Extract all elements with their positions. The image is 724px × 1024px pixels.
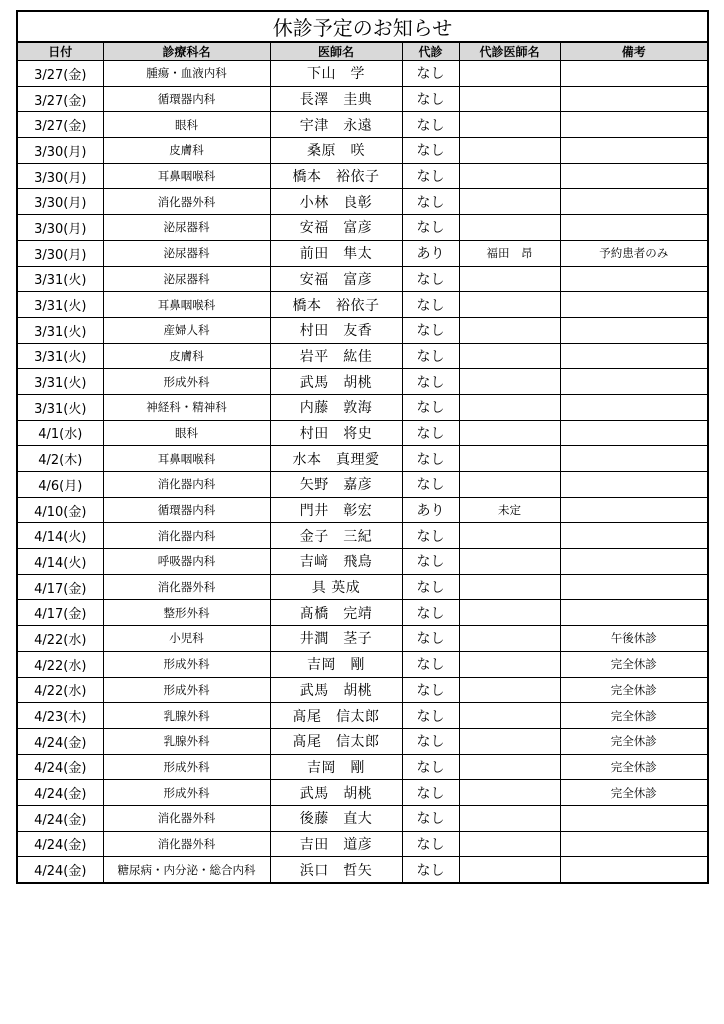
cell-substitute: あり (402, 240, 459, 266)
table-row (17, 292, 708, 318)
cell-date: 4/2(木) (17, 446, 103, 472)
column-header-substitute-doctor: 代診医師名 (459, 42, 560, 61)
cell-substitute: なし (402, 600, 459, 626)
cell-doctor: 村田 友香 (270, 317, 402, 343)
cell-doctor: 武馬 胡桃 (270, 677, 402, 703)
table-row (17, 317, 708, 343)
table-row (17, 266, 708, 292)
table-row (17, 112, 708, 138)
cell-date: 4/24(金) (17, 780, 103, 806)
cell-date: 3/31(火) (17, 343, 103, 369)
cell-substitute: なし (402, 343, 459, 369)
cell-department: 耳鼻咽喉科 (103, 163, 270, 189)
cell-department: 泌尿器科 (103, 240, 270, 266)
cell-doctor: 矢野 嘉彦 (270, 472, 402, 498)
cell-note (560, 163, 708, 189)
table-row (17, 446, 708, 472)
table-row (17, 215, 708, 241)
cell-department: 乳腺外科 (103, 728, 270, 754)
cell-substitute-doctor (459, 343, 560, 369)
cell-substitute: なし (402, 472, 459, 498)
cell-date: 3/31(火) (17, 394, 103, 420)
title-row (17, 11, 708, 42)
table-row (17, 369, 708, 395)
cell-department: 整形外科 (103, 600, 270, 626)
cell-substitute-doctor: 福田 昂 (459, 240, 560, 266)
cell-department: 消化器内科 (103, 472, 270, 498)
cell-date: 3/30(月) (17, 215, 103, 241)
table-row (17, 626, 708, 652)
cell-department: 形成外科 (103, 677, 270, 703)
cell-substitute: なし (402, 703, 459, 729)
cell-substitute-doctor (459, 600, 560, 626)
cell-substitute: なし (402, 163, 459, 189)
cell-department: 神経科・精神科 (103, 394, 270, 420)
cell-department: 泌尿器科 (103, 266, 270, 292)
cell-date: 3/27(金) (17, 61, 103, 87)
column-header-date: 日付 (17, 42, 103, 61)
header-row (17, 42, 708, 61)
column-header-notes: 備考 (560, 42, 708, 61)
cell-substitute-doctor (459, 420, 560, 446)
table-row (17, 857, 708, 883)
cell-substitute: なし (402, 215, 459, 241)
cell-department: 眼科 (103, 112, 270, 138)
cell-date: 4/23(木) (17, 703, 103, 729)
cell-doctor: 宇津 永遠 (270, 112, 402, 138)
cell-note (560, 831, 708, 857)
cell-substitute: なし (402, 831, 459, 857)
table-row (17, 394, 708, 420)
cell-doctor: 髙尾 信太郎 (270, 703, 402, 729)
cell-substitute: なし (402, 857, 459, 883)
cell-date: 4/24(金) (17, 754, 103, 780)
table-row (17, 728, 708, 754)
cell-department: 泌尿器科 (103, 215, 270, 241)
closure-notice-sheet (16, 10, 707, 884)
cell-note: 完全休診 (560, 703, 708, 729)
cell-department: 消化器内科 (103, 523, 270, 549)
table-row (17, 523, 708, 549)
cell-date: 4/24(金) (17, 728, 103, 754)
cell-substitute: なし (402, 369, 459, 395)
cell-substitute-doctor (459, 651, 560, 677)
cell-doctor: 髙橋 完靖 (270, 600, 402, 626)
cell-date: 4/24(金) (17, 805, 103, 831)
cell-note (560, 394, 708, 420)
cell-date: 3/31(火) (17, 292, 103, 318)
cell-department: 皮膚科 (103, 343, 270, 369)
cell-substitute-doctor (459, 728, 560, 754)
cell-date: 3/30(月) (17, 189, 103, 215)
cell-note: 完全休診 (560, 651, 708, 677)
cell-doctor: 内藤 敦海 (270, 394, 402, 420)
cell-date: 4/14(火) (17, 549, 103, 575)
cell-substitute-doctor (459, 292, 560, 318)
table-row (17, 600, 708, 626)
cell-substitute: なし (402, 805, 459, 831)
cell-department: 形成外科 (103, 651, 270, 677)
cell-doctor: 吉田 道彦 (270, 831, 402, 857)
cell-date: 4/14(火) (17, 523, 103, 549)
cell-substitute: なし (402, 86, 459, 112)
table-row (17, 61, 708, 87)
cell-substitute: なし (402, 626, 459, 652)
cell-substitute: なし (402, 394, 459, 420)
cell-note (560, 266, 708, 292)
cell-department: 消化器外科 (103, 805, 270, 831)
cell-doctor: 長澤 圭典 (270, 86, 402, 112)
table-row (17, 574, 708, 600)
cell-department: 耳鼻咽喉科 (103, 292, 270, 318)
cell-substitute-doctor (459, 61, 560, 87)
cell-department: 形成外科 (103, 780, 270, 806)
table-row (17, 703, 708, 729)
cell-note: 完全休診 (560, 677, 708, 703)
cell-substitute: なし (402, 292, 459, 318)
cell-department: 形成外科 (103, 369, 270, 395)
closure-schedule-table (16, 10, 709, 884)
cell-substitute-doctor (459, 112, 560, 138)
cell-substitute: なし (402, 266, 459, 292)
table-row (17, 472, 708, 498)
table-row (17, 240, 708, 266)
cell-substitute: なし (402, 728, 459, 754)
cell-department: 乳腺外科 (103, 703, 270, 729)
cell-substitute: なし (402, 549, 459, 575)
cell-department: 眼科 (103, 420, 270, 446)
cell-department: 消化器外科 (103, 189, 270, 215)
cell-doctor: 武馬 胡桃 (270, 780, 402, 806)
cell-substitute-doctor (459, 446, 560, 472)
table-row (17, 420, 708, 446)
cell-substitute: なし (402, 446, 459, 472)
cell-doctor: 井澗 茎子 (270, 626, 402, 652)
cell-doctor: 水本 真理愛 (270, 446, 402, 472)
cell-substitute-doctor (459, 857, 560, 883)
cell-department: 小児科 (103, 626, 270, 652)
cell-note (560, 497, 708, 523)
cell-note (560, 215, 708, 241)
cell-note (560, 600, 708, 626)
cell-substitute: なし (402, 61, 459, 87)
cell-note (560, 343, 708, 369)
cell-substitute: なし (402, 523, 459, 549)
cell-note (560, 86, 708, 112)
cell-note (560, 472, 708, 498)
cell-note (560, 446, 708, 472)
table-row (17, 138, 708, 164)
cell-doctor: 岩平 紘佳 (270, 343, 402, 369)
cell-date: 4/17(金) (17, 574, 103, 600)
cell-department: 形成外科 (103, 754, 270, 780)
cell-substitute-doctor (459, 138, 560, 164)
cell-note (560, 317, 708, 343)
cell-substitute: なし (402, 780, 459, 806)
cell-date: 4/10(金) (17, 497, 103, 523)
cell-doctor: 橋本 裕依子 (270, 292, 402, 318)
cell-doctor: 吉岡 剛 (270, 754, 402, 780)
cell-doctor: 前田 隼太 (270, 240, 402, 266)
cell-substitute-doctor (459, 86, 560, 112)
cell-date: 4/24(金) (17, 857, 103, 883)
cell-substitute-doctor (459, 831, 560, 857)
table-row (17, 189, 708, 215)
table-row (17, 497, 708, 523)
cell-note (560, 574, 708, 600)
cell-substitute-doctor (459, 215, 560, 241)
cell-substitute-doctor (459, 703, 560, 729)
cell-date: 3/27(金) (17, 86, 103, 112)
cell-date: 4/6(月) (17, 472, 103, 498)
cell-department: 消化器外科 (103, 574, 270, 600)
cell-doctor: 髙尾 信太郎 (270, 728, 402, 754)
cell-doctor: 下山 学 (270, 61, 402, 87)
cell-date: 4/22(水) (17, 626, 103, 652)
table-row (17, 831, 708, 857)
cell-note (560, 61, 708, 87)
cell-date: 3/31(火) (17, 317, 103, 343)
table-row (17, 163, 708, 189)
cell-department: 皮膚科 (103, 138, 270, 164)
table-row (17, 805, 708, 831)
cell-department: 耳鼻咽喉科 (103, 446, 270, 472)
cell-date: 4/22(水) (17, 651, 103, 677)
cell-date: 3/31(火) (17, 266, 103, 292)
cell-doctor: 具 英成 (270, 574, 402, 600)
table-row (17, 754, 708, 780)
cell-note (560, 369, 708, 395)
cell-doctor: 金子 三紀 (270, 523, 402, 549)
cell-substitute: あり (402, 497, 459, 523)
cell-substitute-doctor (459, 163, 560, 189)
cell-department: 呼吸器内科 (103, 549, 270, 575)
cell-doctor: 吉﨑 飛鳥 (270, 549, 402, 575)
cell-substitute-doctor (459, 574, 560, 600)
cell-date: 3/30(月) (17, 138, 103, 164)
cell-doctor: 浜口 哲矢 (270, 857, 402, 883)
table-row (17, 651, 708, 677)
cell-department: 糖尿病・内分泌・総合内科 (103, 857, 270, 883)
cell-substitute-doctor (459, 780, 560, 806)
cell-date: 4/17(金) (17, 600, 103, 626)
column-header-department: 診療科名 (103, 42, 270, 61)
table-row (17, 780, 708, 806)
cell-substitute: なし (402, 189, 459, 215)
cell-substitute-doctor (459, 549, 560, 575)
cell-date: 4/1(水) (17, 420, 103, 446)
cell-substitute-doctor (459, 754, 560, 780)
table-body (17, 61, 708, 884)
cell-note: 完全休診 (560, 754, 708, 780)
cell-note: 予約患者のみ (560, 240, 708, 266)
cell-note (560, 857, 708, 883)
column-header-doctor: 医師名 (270, 42, 402, 61)
cell-doctor: 吉岡 剛 (270, 651, 402, 677)
cell-substitute-doctor (459, 805, 560, 831)
cell-date: 3/31(火) (17, 369, 103, 395)
cell-doctor: 武馬 胡桃 (270, 369, 402, 395)
cell-note (560, 292, 708, 318)
cell-department: 消化器外科 (103, 831, 270, 857)
cell-doctor: 桑原 咲 (270, 138, 402, 164)
cell-substitute: なし (402, 420, 459, 446)
cell-date: 4/24(金) (17, 831, 103, 857)
cell-department: 産婦人科 (103, 317, 270, 343)
cell-department: 腫瘍・血液内科 (103, 61, 270, 87)
cell-note (560, 549, 708, 575)
cell-substitute: なし (402, 677, 459, 703)
cell-doctor: 門井 彰宏 (270, 497, 402, 523)
cell-note (560, 523, 708, 549)
cell-department: 循環器内科 (103, 497, 270, 523)
cell-note (560, 138, 708, 164)
cell-note (560, 805, 708, 831)
cell-doctor: 村田 将史 (270, 420, 402, 446)
cell-substitute: なし (402, 138, 459, 164)
cell-substitute-doctor (459, 677, 560, 703)
cell-substitute-doctor (459, 317, 560, 343)
cell-note: 完全休診 (560, 728, 708, 754)
cell-doctor: 小林 良彰 (270, 189, 402, 215)
cell-date: 4/22(水) (17, 677, 103, 703)
cell-doctor: 安福 富彦 (270, 215, 402, 241)
cell-note: 完全休診 (560, 780, 708, 806)
cell-note (560, 420, 708, 446)
cell-substitute: なし (402, 317, 459, 343)
cell-substitute-doctor (459, 472, 560, 498)
cell-date: 3/30(月) (17, 240, 103, 266)
page-title: 休診予定のお知らせ (17, 11, 708, 42)
cell-substitute-doctor: 未定 (459, 497, 560, 523)
cell-doctor: 橋本 裕依子 (270, 163, 402, 189)
cell-date: 3/27(金) (17, 112, 103, 138)
cell-substitute-doctor (459, 369, 560, 395)
cell-doctor: 安福 富彦 (270, 266, 402, 292)
table-row (17, 343, 708, 369)
column-header-substitute: 代診 (402, 42, 459, 61)
cell-substitute-doctor (459, 626, 560, 652)
table-row (17, 677, 708, 703)
cell-substitute: なし (402, 574, 459, 600)
table-row (17, 86, 708, 112)
cell-substitute: なし (402, 754, 459, 780)
cell-department: 循環器内科 (103, 86, 270, 112)
cell-substitute-doctor (459, 189, 560, 215)
cell-note: 午後休診 (560, 626, 708, 652)
cell-note (560, 189, 708, 215)
cell-substitute: なし (402, 651, 459, 677)
cell-date: 3/30(月) (17, 163, 103, 189)
cell-substitute-doctor (459, 266, 560, 292)
cell-substitute-doctor (459, 394, 560, 420)
table-row (17, 549, 708, 575)
cell-doctor: 後藤 直大 (270, 805, 402, 831)
cell-substitute: なし (402, 112, 459, 138)
cell-substitute-doctor (459, 523, 560, 549)
cell-note (560, 112, 708, 138)
